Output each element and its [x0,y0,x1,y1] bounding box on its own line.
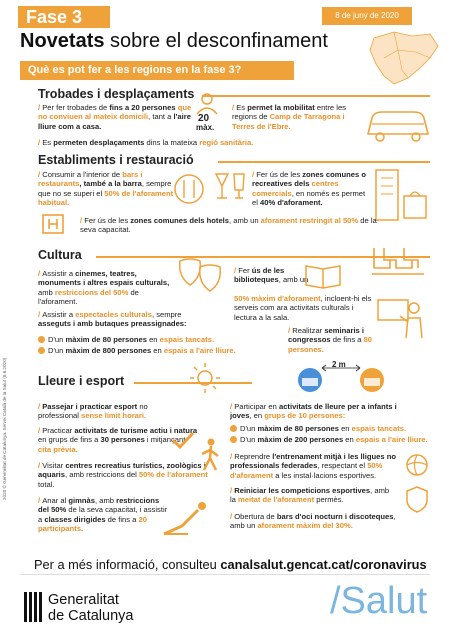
page-title: Novetats sobre el desconfinament [20,30,328,52]
lleure-infants-bullet-1: D'un màxim de 80 persones en espais tancats. [230,424,430,433]
cinema-seats-icon [368,240,430,280]
lleure-passejar: / Passejar i practicar esport no professional sense límit horari. [38,402,148,421]
lleure-centres: / Visitar centres recreatius turístics, zoològics i aquaris, amb restriccions del 50% de l'aforament total. [38,461,208,489]
lleure-gimnas: / Anar al gimnàs, amb restriccions del 50% de la seva capacitat, i assistir a classes dirigides de fins a 20 participants. [38,496,168,534]
theater-masks-icon [176,255,226,295]
section-rule [202,95,430,97]
lleure-infants: / Participar en activitats de lleure per a infants i joves, en grups de 10 persones: [230,402,397,421]
lleure-oci-nocturn: / Obertura de bars d'oci nocturn i discoteques, amb un aforament màxim del 30%. [230,512,396,531]
max-people-number: 20 [198,113,210,124]
establiments-bars: / Consumir a l'interior de bars i restaurants, també a la barra, sempre que no se superi el 50% de l'aforament habitual. [38,170,174,208]
distance-label: 2 m [332,360,346,369]
book-icon [302,262,346,292]
phase-badge: Fase 3 [18,6,110,28]
bar-glasses-icon [210,170,250,204]
vertical-credit: 2020 © Generalitat de Catalunya. Servei Català de la Salut (8.6.2020) [2,357,7,500]
section-title-cultura: Cultura [38,248,82,262]
establiments-shopping: / Fer ús de les zones comunes o recreatives dels centres comercials, en només es permet el 40% d'aforament. [252,170,366,208]
trobades-item-2: / Es permeten desplaçaments dins la mateixa regió sanitària. [38,138,254,147]
trobades-item-1: / Per fer trobades de fins a 20 persones que no conviuen al mateix domicili, tant a l'aire lliure com a casa. [38,103,192,131]
cultura-espectacles: / Assistir a espectacles culturals, sempre asseguts i amb butaques preassignades: [38,310,187,329]
bullet-dot [230,436,237,443]
building-icon [372,166,434,224]
masked-people-icon [296,356,386,396]
fork-knife-icon [172,172,206,206]
lleure-entrenament: / Reprendre l'entrenament mitjà i les lligues no professionals federades, respectant el 50% d'aforament a les instal·lacions esportives. [230,452,396,480]
gencat-logo-icon [24,592,42,622]
presenter-icon [374,294,426,344]
lleure-infants-bullet-2: D'un màxim de 200 persones en espais a l'aire lliure. [230,435,440,444]
section-question: Què es pot fer a les regions en la fase 3? [20,61,294,80]
section-rule [218,161,430,163]
section-title-lleure: Lleure i esport [38,374,125,388]
salut-brand: /Salut [330,580,428,622]
cultura-bullet-2: D'un màxim de 800 persones en espais a l'aire lliure. [38,346,248,355]
max-people-label: màx. [196,123,215,132]
footer-info: Per a més informació, consulteu canalsalut.gencat.cat/coronavirus [34,557,427,572]
gym-icon [158,498,214,542]
volleyball-icon [404,452,430,478]
sun-icon [186,360,224,394]
cultura-biblioteques-detail: 50% màxim d'aforament, incloent-hi els serveis com ara activitats culturals i lectura a la sala. [234,294,372,322]
establiments-hotels: / Fer ús de les zones comunes dels hotels, amb un aforament restringit al 50% de la seva capacitat. [80,216,377,235]
lleure-competicions: / Reiniciar les competicions esportives, amb la meitat de l'aforament permès. [230,486,390,505]
cultura-bullet-1: D'un màxim de 80 persones en espais tancats. [38,335,238,344]
date-badge: 8 de juny de 2020 [322,7,412,25]
shield-icon [404,484,430,514]
cultura-biblioteques: / Fer ús de les biblioteques, amb un [234,266,309,285]
lleure-turisme: / Practicar activitats de turisme actiu i natura en grups de fins a 30 persones i mitjançant cita prèvia. [38,426,198,454]
cultura-cinemes: / Assistir a cinemes, teatres, monuments i altres espais culturals, amb restriccions del 50% de l'aforament. [38,269,170,307]
car-icon [364,104,432,146]
cultura-seminaris: / Realitzar seminaris i congressos de fins a 80 persones. [288,326,373,354]
gencat-brand: Generalitat de Catalunya [48,592,134,624]
bullet-dot [230,425,237,432]
footer-link[interactable]: canalsalut.gencat.cat/coronavirus [220,557,427,572]
check-icon [170,430,196,450]
section-title-trobades: Trobades i desplaçaments [38,87,195,101]
bullet-dot [38,347,45,354]
bullet-dot [38,336,45,343]
trobades-mobility: / Es permet la mobilitat entre les regions de Camp de Tarragona i Terres de l'Ebre. [232,103,346,131]
footer-divider [20,574,430,575]
map-icon [364,28,440,88]
hotel-icon [40,212,68,236]
section-title-establiments: Establiments i restauració [38,153,194,167]
hiker-icon [198,438,224,472]
